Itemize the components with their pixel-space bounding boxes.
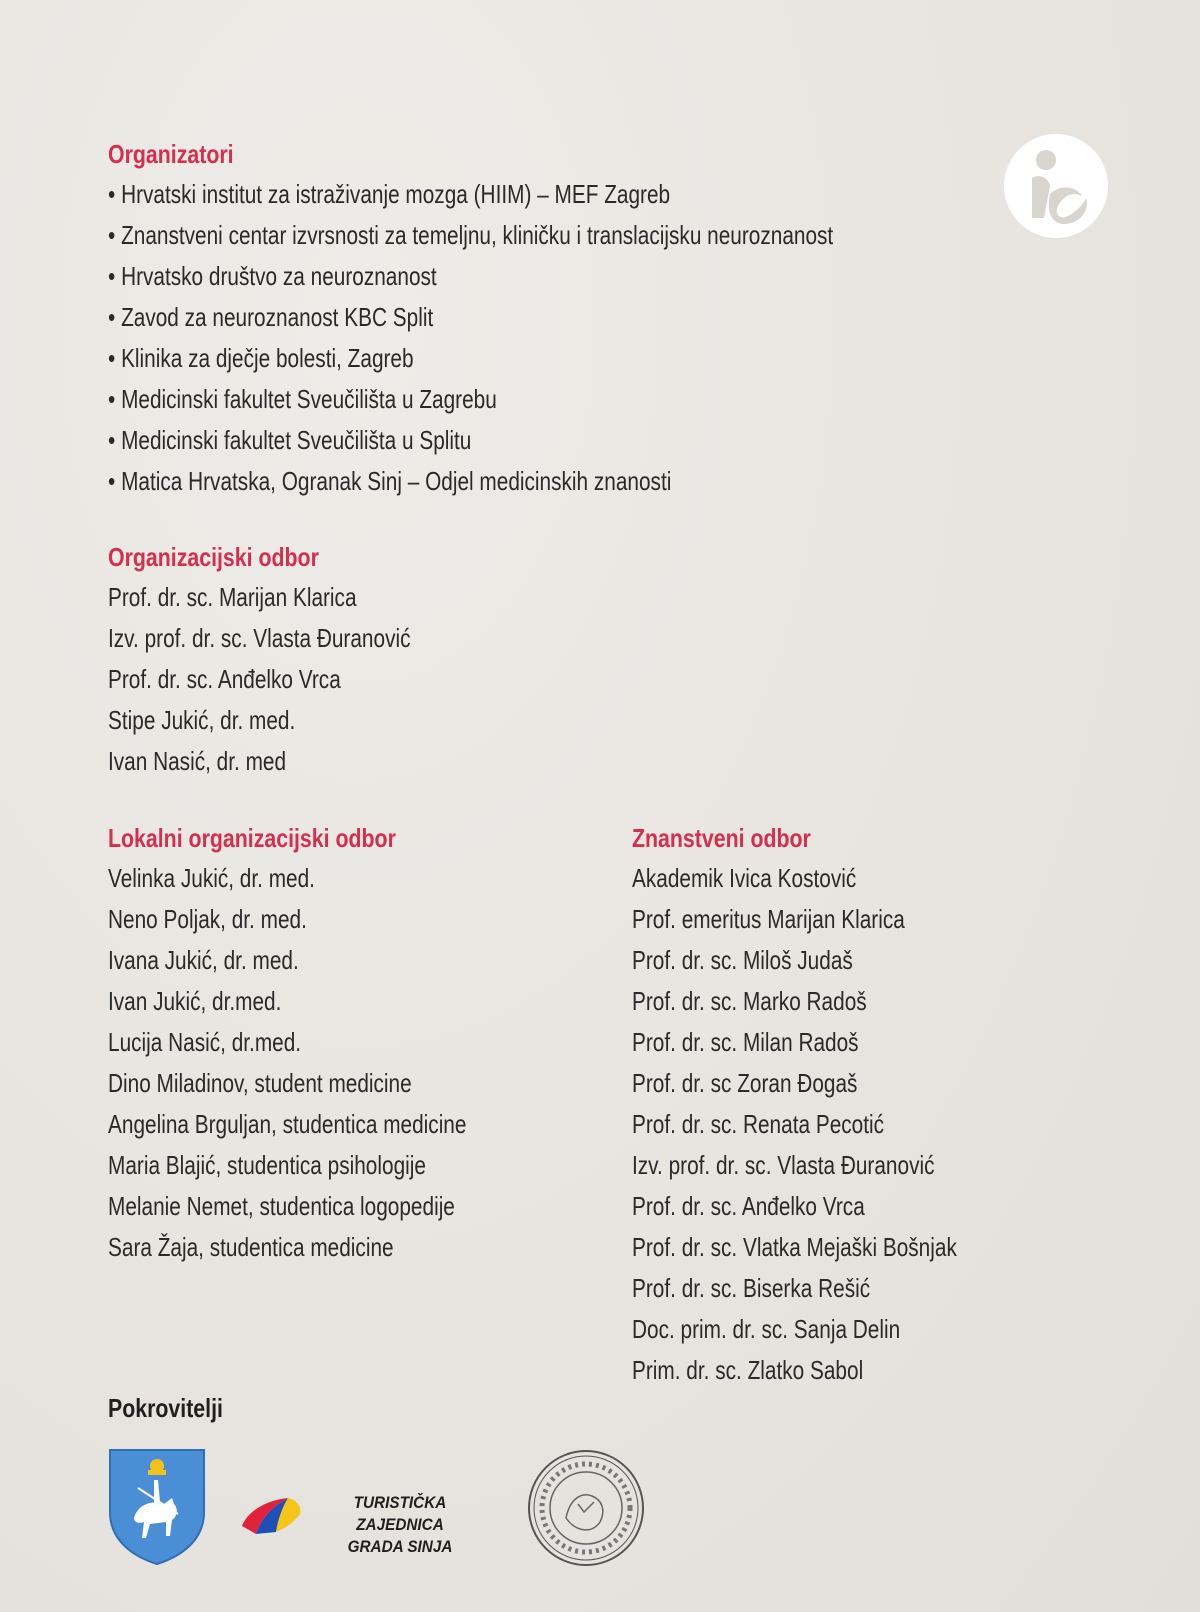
tourist-board-line-2: GRADA SINJA <box>347 1537 453 1556</box>
sinj-coat-of-arms-icon <box>108 1448 206 1571</box>
list-item: Izv. prof. dr. sc. Vlasta Đuranović <box>108 623 411 653</box>
section-organizacijski-odbor <box>108 537 486 782</box>
list-item: Sara Žaja, studentica medicine <box>108 1232 394 1262</box>
list-item: Izv. prof. dr. sc. Vlasta Đuranović <box>632 1150 935 1180</box>
list-item: Prof. dr. sc. Anđelko Vrca <box>632 1191 865 1221</box>
conference-logo-icon <box>1004 134 1108 238</box>
list-item: • Znanstveni centar izvrsnosti za temeljnu, kliničku i translacijsku neuroznanost <box>108 215 833 256</box>
tourist-board-logo-icon <box>238 1486 508 1556</box>
list-item: • Hrvatski institut za istraživanje mozga (HIIM) – MEF Zagreb <box>108 174 833 215</box>
list-item: Prof. dr. sc. Marko Radoš <box>632 986 867 1016</box>
list-item: Ivana Jukić, dr. med. <box>108 945 299 975</box>
list-item: Akademik Ivica Kostović <box>632 863 857 893</box>
section-pokrovitelji <box>108 1388 248 1428</box>
list-item: Velinka Jukić, dr. med. <box>108 863 315 893</box>
list-item: Maria Blajić, studentica psihologije <box>108 1150 426 1180</box>
section-heading: Pokrovitelji <box>108 1393 223 1423</box>
list-item: Ivan Nasić, dr. med <box>108 746 287 776</box>
list-item: Angelina Brguljan, studentica medicine <box>108 1109 467 1139</box>
list-item: Prof. dr. sc Zoran Đogaš <box>632 1068 858 1098</box>
list-item: • Medicinski fakultet Sveučilišta u Zagrebu <box>108 379 833 420</box>
section-organizatori <box>108 134 1015 502</box>
section-heading: Organizacijski odbor <box>108 542 319 572</box>
section-heading: Znanstveni odbor <box>632 823 811 853</box>
list-item: • Klinika za dječje bolesti, Zagreb <box>108 338 833 379</box>
list-item: Prof. dr. sc. Anđelko Vrca <box>108 664 341 694</box>
list-item: • Matica Hrvatska, Ogranak Sinj – Odjel medicinskih znanosti <box>108 461 833 502</box>
list-item: Doc. prim. dr. sc. Sanja Delin <box>632 1314 901 1344</box>
list-item: Prof. dr. sc. Marijan Klarica <box>108 582 357 612</box>
section-heading: Organizatori <box>108 139 234 169</box>
list-item: Dino Miladinov, student medicine <box>108 1068 412 1098</box>
list-item: Ivan Jukić, dr.med. <box>108 986 282 1016</box>
list-item: Lucija Nasić, dr.med. <box>108 1027 302 1057</box>
list-item: Prof. emeritus Marijan Klarica <box>632 904 905 934</box>
section-znanstveni-odbor <box>632 818 1038 1391</box>
section-heading: Lokalni organizacijski odbor <box>108 823 396 853</box>
list-item: Prof. dr. sc. Biserka Rešić <box>632 1273 871 1303</box>
list-item: • Hrvatsko društvo za neuroznanost <box>108 256 833 297</box>
list-item: Prim. dr. sc. Zlatko Sabol <box>632 1355 864 1385</box>
list-item: Neno Poljak, dr. med. <box>108 904 307 934</box>
tourist-board-line-1: TURISTIČKA ZAJEDNICA <box>353 1493 447 1534</box>
list-item: Stipe Jukić, dr. med. <box>108 705 296 735</box>
list-item: • Medicinski fakultet Sveučilišta u Splitu <box>108 420 833 461</box>
list-item: Prof. dr. sc. Renata Pecotić <box>632 1109 885 1139</box>
tourist-board-name <box>310 1492 490 1558</box>
sponsor-logos <box>108 1448 668 1568</box>
list-item: Prof. dr. sc. Milan Radoš <box>632 1027 859 1057</box>
list-item: Melanie Nemet, studentica logopedije <box>108 1191 455 1221</box>
list-item: • Zavod za neuroznanost KBC Split <box>108 297 833 338</box>
list-item: Prof. dr. sc. Miloš Judaš <box>632 945 853 975</box>
list-item: Prof. dr. sc. Vlatka Mejaški Bošnjak <box>632 1232 957 1262</box>
section-lokalni-odbor <box>108 818 556 1268</box>
medical-society-seal-icon <box>526 1448 646 1573</box>
